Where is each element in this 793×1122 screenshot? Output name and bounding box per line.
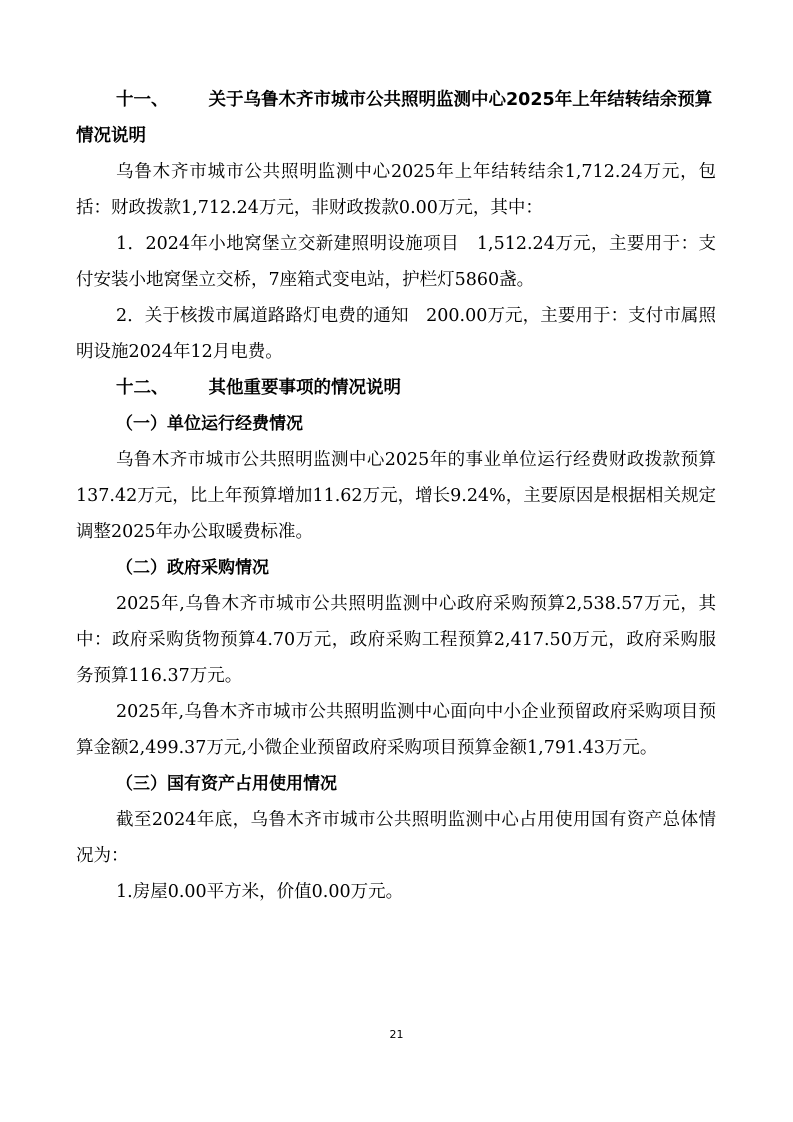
- subsection-3-text-2: 1.房屋0.00平方米，价值0.00万元。: [116, 882, 404, 902]
- subsection-3-text-1: 截至2024年底，乌鲁木齐市城市公共照明监测中心占用使用国有资产总体情况为：: [76, 810, 716, 866]
- section-12-number: 十二、: [116, 378, 169, 398]
- subsection-2-title: （二）政府采购情况: [116, 558, 269, 578]
- page-number: 21: [389, 1028, 404, 1041]
- section-12-title: 其他重要事项的情况说明: [208, 378, 401, 398]
- page-content: [76, 82, 716, 910]
- subsection-3-title: （三）国有资产占用使用情况: [116, 774, 337, 794]
- subsection-2-text-1: 2025年,乌鲁木齐市城市公共照明监测中心政府采购预算2,538.57万元，其中：政府采购货物预算4.70万元，政府采购工程预算2,417.50万元，政府采购服务预算116.37万元。: [76, 594, 716, 686]
- subsection-1-text: 乌鲁木齐市城市公共照明监测中心2025年的事业单位运行经费财政拨款预算137.42万元，比上年预算增加11.62万元，增长9.24%，主要原因是根据相关规定调整2025年办公取暖费标准。: [76, 450, 716, 542]
- section-11-number: 十一、: [116, 90, 169, 110]
- section-11-item-2: 2．关于核拨市属道路路灯电费的通知 200.00万元，主要用于：支付市属照明设施2024年12月电费。: [76, 306, 716, 362]
- section-12-heading: [76, 370, 716, 406]
- subsection-2-text-2: 2025年,乌鲁木齐市城市公共照明监测中心面向中小企业预留政府采购项目预算金额2,499.37万元,小微企业预留政府采购项目预算金额1,791.43万元。: [76, 702, 716, 758]
- subsection-1-title: （一）单位运行经费情况: [116, 414, 303, 434]
- section-11-summary: 乌鲁木齐市城市公共照明监测中心2025年上年结转结余1,712.24万元，包括：财政拨款1,712.24万元，非财政拨款0.00万元，其中：: [76, 162, 716, 218]
- section-11-heading: [76, 82, 716, 154]
- section-11-title: 关于乌鲁木齐市城市公共照明监测中心2025年上年结转结余预算情况说明: [76, 90, 713, 146]
- section-11-item-1: 1．2024年小地窝堡立交新建照明设施项目 1,512.24万元，主要用于：支付安装小地窝堡立交桥，7座箱式变电站，护栏灯5860盏。: [76, 234, 716, 290]
